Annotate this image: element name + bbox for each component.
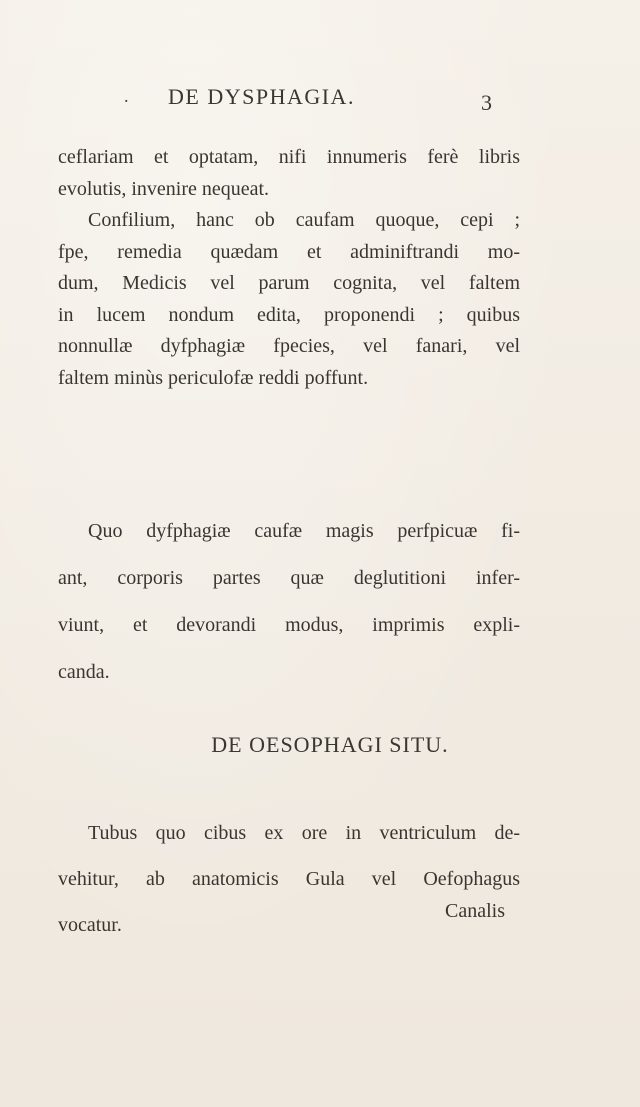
paragraph-3 bbox=[58, 810, 520, 948]
running-title: DE DYSPHAGIA. bbox=[168, 84, 355, 109]
text-line: Confilium, hanc ob caufam quoque, cepi ; bbox=[88, 209, 520, 231]
paragraph-1 bbox=[58, 142, 520, 394]
text-line: vehitur, ab anatomicis Gula vel Oefophagus bbox=[58, 868, 520, 890]
header-dot: . bbox=[124, 86, 129, 106]
text-line: Quo dyfphagiæ caufæ magis perfpicuæ fi- bbox=[88, 520, 520, 542]
text-line: in lucem nondum edita, proponendi ; quibus bbox=[58, 303, 520, 326]
catchword: Canalis bbox=[445, 900, 505, 922]
text-line: vocatur. bbox=[58, 914, 122, 936]
section-heading-text: DE OESOPHAGI SITU. bbox=[211, 732, 449, 757]
text-line: nonnullæ dyfphagiæ fpecies, vel fanari, vel bbox=[58, 335, 520, 357]
section-heading bbox=[0, 732, 640, 758]
text-line: evolutis, invenire nequeat. bbox=[58, 177, 270, 200]
text-line: canda. bbox=[58, 661, 110, 683]
text-line: fpe, remedia quædam et adminiftrandi mo- bbox=[58, 240, 520, 263]
text-line: ant, corporis partes quæ deglutitioni infer- bbox=[58, 567, 520, 589]
running-header bbox=[0, 84, 640, 120]
text-line: faltem minùs periculofæ reddi poffunt. bbox=[58, 366, 369, 389]
text-line: dum, Medicis vel parum cognita, vel faltem bbox=[58, 272, 520, 294]
text-line: viunt, et devorandi modus, imprimis expli- bbox=[58, 614, 520, 636]
text-line: Tubus quo cibus ex ore in ventriculum de- bbox=[88, 822, 520, 844]
page-number: 3 bbox=[481, 90, 492, 115]
paragraph-2 bbox=[58, 508, 520, 696]
text-line: ceflariam et optatam, nifi innumeris ferè libris bbox=[58, 146, 520, 168]
